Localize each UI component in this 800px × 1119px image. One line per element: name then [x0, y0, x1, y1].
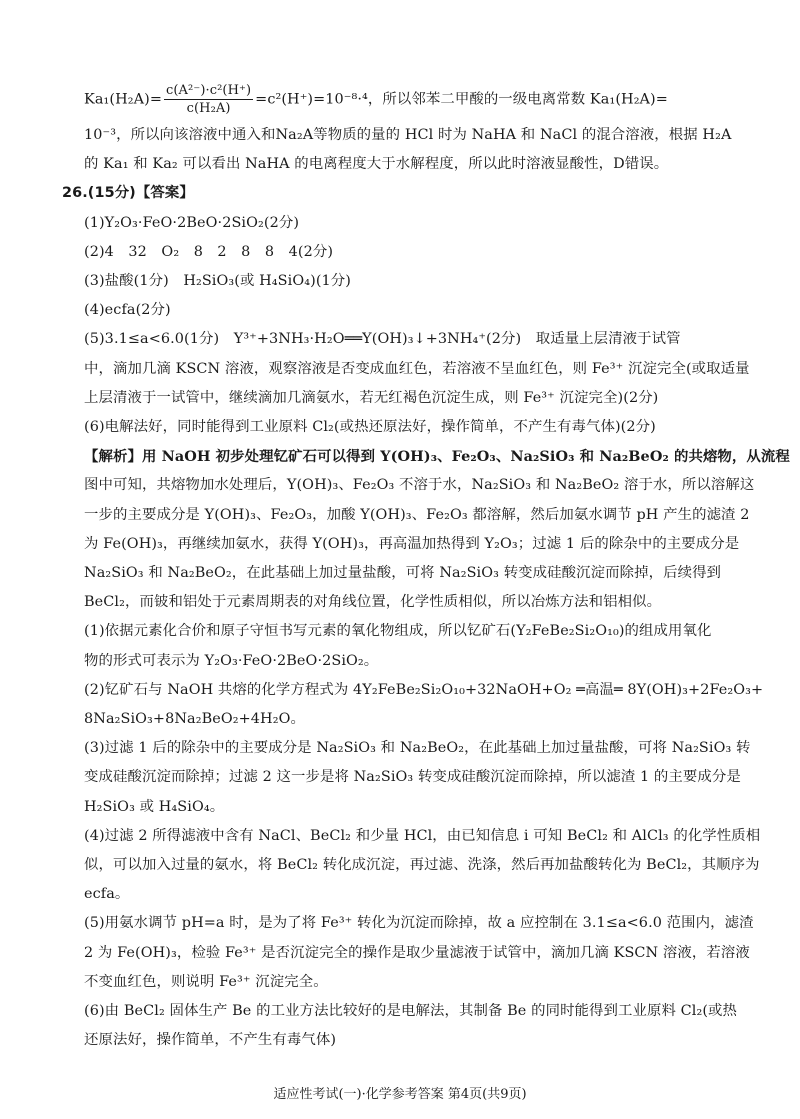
page-content — [62, 78, 790, 1056]
text-line: 10⁻³，所以向该溶液中通入和Na₂A等物质的量的 HCl 时为 NaHA 和 NaCl 的混合溶液，根据 H₂A — [84, 127, 732, 143]
analysis-line: (5)用氨水调节 pH=a 时，是为了将 Fe³⁺ 转化为沉淀而除掉，故 a 应控制在 3.1≤a<6.0 范围内，滤渣 — [84, 915, 754, 932]
fraction-numerator: c(A²⁻)·c²(H⁺) — [166, 83, 252, 98]
analysis-line: (4)过滤 2 所得滤液中含有 NaCl、BeCl₂ 和少量 HCl，由已知信息 i 可知 BeCl₂ 和 AlCl₃ 的化学性质相 — [84, 827, 761, 844]
analysis-line: 2 为 Fe(OH)₃，检验 Fe³⁺ 是否沉淀完全的操作是取少量滤液于试管中，滴加几滴 KSCN 溶液，若溶液 — [84, 944, 750, 961]
analysis-line: H₂SiO₃ 或 H₄SiO₄。 — [84, 798, 225, 815]
answer-line: (6)电解法好，同时能得到工业原料 Cl₂(或热还原法好，操作简单，不产生有毒气体)(2分) — [84, 419, 656, 436]
analysis-line: 物的形式可表示为 Y₂O₃·FeO·2BeO·2SiO₂。 — [84, 652, 379, 669]
analysis-line: 似，可以加入过量的氨水，将 BeCl₂ 转化成沉淀，再过滤、洗涤，然后再加盐酸转化为 BeCl₂，其顺序为 — [84, 857, 760, 874]
answer-line: (3)盐酸(1分) H₂SiO₃(或 H₄SiO₄)(1分) — [84, 273, 351, 290]
answer-line: (1)Y₂O₃·FeO·2BeO·2SiO₂(2分) — [84, 214, 300, 231]
analysis-line: 一步的主要成分是 Y(OH)₃、Fe₂O₃，加酸 Y(OH)₃、Fe₂O₃ 都溶解，然后加氨水调节 pH 产生的滤渣 2 — [84, 506, 750, 523]
analysis-line: (3)过滤 1 后的除杂中的主要成分是 Na₂SiO₃ 和 Na₂BeO₂，在此基础上加过量盐酸，可将 Na₂SiO₃ 转 — [84, 740, 751, 757]
analysis-line: (2)钇矿石与 NaOH 共熔的化学方程式为 4Y₂FeBe₂Si₂O₁₀+32NaOH+O₂ ═高温═ 8Y(OH)₃+2Fe₂O₃+ — [84, 681, 764, 698]
analysis-line: (6)由 BeCl₂ 固体生产 Be 的工业方法比较好的是电解法，其制备 Be 的同时能得到工业原料 Cl₂(或热 — [84, 1003, 738, 1020]
analysis-block — [84, 442, 790, 1055]
analysis-line: 8Na₂SiO₃+8Na₂BeO₂+4H₂O。 — [84, 711, 305, 728]
page-footer: 适应性考试(一)·化学参考答案 第4页(共9页) — [273, 1087, 527, 1102]
analysis-line: ecfa。 — [84, 886, 130, 903]
ka-fraction — [164, 82, 253, 117]
answer-line: (5)3.1≤a<6.0(1分) Y³⁺+3NH₃·H₂O══Y(OH)₃↓+3NH₄⁺(2分) 取适量上层清液于试管 — [84, 331, 681, 348]
ka-formula-line — [84, 82, 724, 117]
analysis-line: 还原法好，操作简单，不产生有毒气体) — [84, 1032, 337, 1049]
ka-lhs: Ka₁(H₂A)= — [84, 91, 162, 108]
answer-line: (4)ecfa(2分) — [84, 302, 171, 319]
answer-block — [84, 209, 750, 443]
ka-rhs: =c²(H⁺)=10⁻⁸·⁴，所以邻苯二甲酸的一级电离常数 Ka₁(H₂A)= — [255, 91, 668, 108]
answer-line: 上层清液于一试管中，继续滴加几滴氨水，若无红褐色沉淀生成，则 Fe³⁺ 沉淀完全)(2分) — [84, 389, 659, 406]
answer-line: 中，滴加几滴 KSCN 溶液，观察溶液是否变成血红色，若溶液不呈血红色，则 Fe³⁺ 沉淀完全(或取适量 — [84, 360, 750, 377]
text-line: 的 Ka₁ 和 Ka₂ 可以看出 NaHA 的电离程度大于水解程度，所以此时溶液显酸性，D错误。 — [84, 156, 669, 173]
analysis-line: 变成硅酸沉淀而除掉；过滤 2 这一步是将 Na₂SiO₃ 转变成硅酸沉淀而除掉，所以滤渣 1 的主要成分是 — [84, 769, 741, 786]
analysis-line: 图中可知，共熔物加水处理后，Y(OH)₃、Fe₂O₃ 不溶于水，Na₂SiO₃ 和 Na₂BeO₂ 溶于水，所以溶解这 — [84, 477, 755, 494]
question-header: 26.(15分)【答案】 — [62, 185, 194, 202]
analysis-line: 不变血红色，则说明 Fe³⁺ 沉淀完全。 — [84, 973, 328, 990]
analysis-line: (1)依据元素化合价和原子守恒书写元素的氧化物组成，所以钇矿石(Y₂FeBe₂Si₂O₁₀)的组成用氧化 — [84, 623, 712, 640]
analysis-line: 为 Fe(OH)₃，再继续加氨水，获得 Y(OH)₃，再高温加热得到 Y₂O₃；过滤 1 后的除杂中的主要成分是 — [84, 535, 740, 552]
analysis-line: Na₂SiO₃ 和 Na₂BeO₂，在此基础上加过量盐酸，可将 Na₂SiO₃ 转变成硅酸沉淀而除掉，后续得到 — [84, 565, 722, 582]
analysis-line: 【解析】用 NaOH 初步处理钇矿石可以得到 Y(OH)₃、Fe₂O₃、Na₂SiO₃ 和 Na₂BeO₂ 的共熔物，从流程 — [84, 448, 790, 466]
analysis-line: BeCl₂，而铍和铝处于元素周期表的对角线位置，化学性质相似，所以冶炼方法和铝相似。 — [84, 594, 662, 611]
answer-line: (2)4 32 O₂ 8 2 8 8 4(2分) — [84, 243, 334, 260]
fraction-denominator: c(H₂A) — [186, 101, 231, 116]
